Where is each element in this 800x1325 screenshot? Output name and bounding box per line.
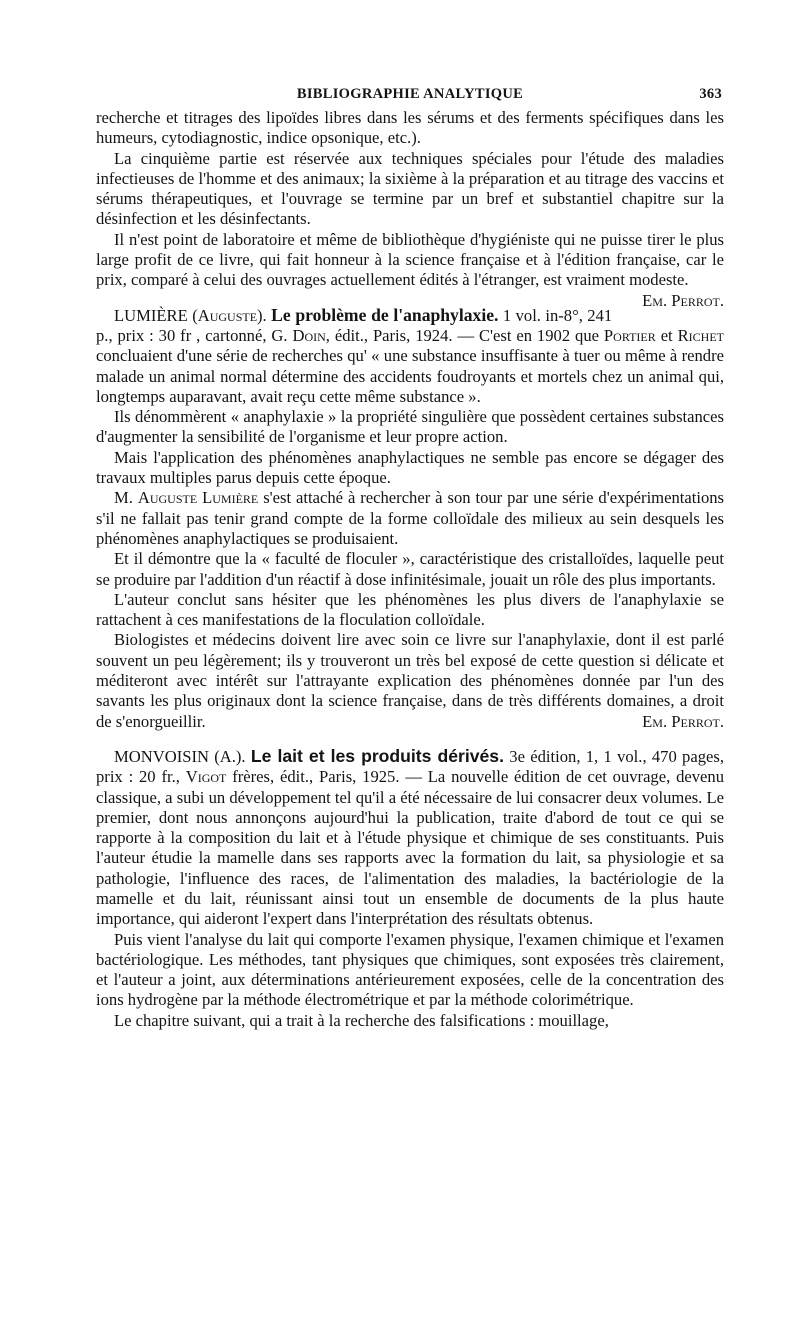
entry-paragraph — [96, 488, 724, 549]
entry-conjunction: et — [660, 325, 673, 345]
intro-paragraph-3 — [96, 229, 724, 310]
entry-biblio: 1 vol. in-8°, 241 p., prix : 30 fr , cartonné, G. — [96, 305, 613, 345]
entry-paragraph-prefix: M. — [114, 488, 133, 508]
entry-lead-rest: concluaient d'une série de recherches qu' « une substance insuffisante à tuer ou même à rendre malade un animal normal détermine des accidents foudroyants et mortels chez un animal qui, longtemps auparavant, avait reçu cette même substance ». — [96, 346, 724, 406]
signature: Em. Perrot. — [642, 290, 724, 310]
entry-publisher: Doin — [292, 325, 326, 345]
entry-paragraph-text: s'est attaché à rechercher à son tour par une série d'expérimentations s'il ne fallait pas tenir grand compte de la forme colloïdale des milieux au sein desquels les phénomènes anaphylactiques se produisaient. — [96, 488, 724, 548]
page-number: 363 — [699, 86, 722, 102]
entry-paragraph: L'auteur conclut sans hésiter que les phénomènes les plus divers de l'anaphylaxie se rattachent à ces manifestations de la floculation colloïdale. — [96, 589, 724, 630]
entry-cited-name: Portier — [603, 325, 656, 345]
entry-paragraph: Puis vient l'analyse du lait qui comporte l'examen physique, l'examen chimique et l'examen bactériologique. Les méthodes, tant physiques que chimiques, sont exposées très clairement, et l'auteur a joint, aux déterminations antérieurement exposées, celle de la concentration des ions hydrogène par la méthode électrométrique et par la méthode colorimétrique. — [96, 929, 724, 1010]
entry-biblio-2: , édit., Paris, 1924. — C'est en 1902 que — [325, 325, 599, 345]
intro-paragraph-1: recherche et titrages des lipoïdes libres dans les sérums et des ferments spécifiques dans les humeurs, cytodiagnostic, indice opsonique, etc.). — [96, 108, 724, 148]
running-title: BIBLIOGRAPHIE ANALYTIQUE — [296, 86, 524, 102]
entry-title: Le lait et les produits dérivés. — [250, 745, 504, 766]
entry-paragraph: Mais l'application des phénomènes anaphylactiques ne semble pas encore se dégager des travaux multiples parus depuis cette époque. — [96, 447, 724, 488]
signature: Em. Perrot. — [642, 711, 724, 731]
intro-paragraph-3-text: Il n'est point de laboratoire et même de bibliothèque d'hygiéniste qui ne puisse tirer le plus large profit de ce livre, qui fait honneur à la science française et à l'édition française, car le prix, comparé à celui des ouvrages actuellement édités à l'étranger, est vraiment modeste. — [96, 229, 724, 290]
entry-lead-paragraph — [96, 746, 724, 930]
entry-cited-name: Richet — [677, 325, 724, 345]
entry-author: LUMIÈRE — [114, 305, 188, 325]
entry-author-first: (Auguste). — [192, 305, 267, 325]
entry-biblio: 3e édition, 1, 1 vol., 470 pages, prix : 20 fr., — [96, 746, 724, 787]
entry-author: MONVOISIN — [114, 746, 209, 766]
entry-paragraph: Ils dénommèrent « anaphylaxie » la propriété singulière que possèdent certaines substances d'augmenter la sensibilité de l'organisme et leur propre action. — [96, 407, 724, 447]
entry-lead-paragraph — [96, 305, 724, 407]
entry-paragraph: Le chapitre suivant, qui a trait à la recherche des falsifications : mouillage, — [114, 1010, 609, 1030]
review-entry-monvoisin — [96, 746, 724, 1031]
entry-biblio-2: frères, édit., Paris, 1925. — La nouvelle édition de cet ouvrage, devenu classique, a subi un développement tel qu'il a été nécessaire de lui consacrer deux volumes. Le premier, dont nous annonçons aujourd'hui la publication, traite d'abord de tout ce qui se rapporte à la composition du lait et à l'étude physique et chimique de ses constituants. Puis l'auteur étudie la mamelle dans ses rapports avec la formation du lait, sa physiologie et sa pathologie, l'influence des races, de l'alimentation des maladies, la bactériologie de la mamelle et du lait, réunissant ainsi tout un ensemble de documents de la plus haute importance, qui aideront l'expert dans l'interprétation des résultats obtenus. — [96, 767, 725, 929]
intro-paragraph-2: La cinquième partie est réservée aux techniques spéciales pour l'étude des maladies infectieuses de l'homme et des animaux; la sixième à la préparation et au titrage des vaccins et sérums thérapeutiques, et l'ouvrage se termine par un bref et substantiel chapitre sur la désinfection et les désinfectants. — [96, 148, 724, 229]
running-header — [96, 84, 724, 108]
entry-publisher: Vigot — [185, 767, 227, 787]
entry-paragraph: Et il démontre que la « faculté de floculer », caractéristique des cristalloïdes, laquelle peut se produire par l'addition d'un réactif à dose infinitésimale, jouait un rôle des plus importants. — [96, 549, 724, 589]
entry-author-first: (A.). — [214, 746, 246, 766]
review-entry-lumiere — [96, 305, 724, 732]
entry-paragraph — [96, 630, 724, 731]
entry-title: Le problème de l'anaphylaxie. — [271, 304, 499, 325]
document-page — [96, 84, 724, 1031]
entry-cited-name: Auguste Lumière — [137, 488, 259, 508]
entry-paragraph-text: Biologistes et médecins doivent lire avec soin ce livre sur l'anaphylaxie, dont il est parlé souvent un peu légèrement; ils y trouveront un très bel exposé de cette question si délicate et méditeront avec intérêt sur l'attrayante explication des phénomènes donnée par l'un des savants les plus originaux dont la science française, dans de très différents domaines, a droit de s'enorgueillir. — [96, 630, 724, 731]
